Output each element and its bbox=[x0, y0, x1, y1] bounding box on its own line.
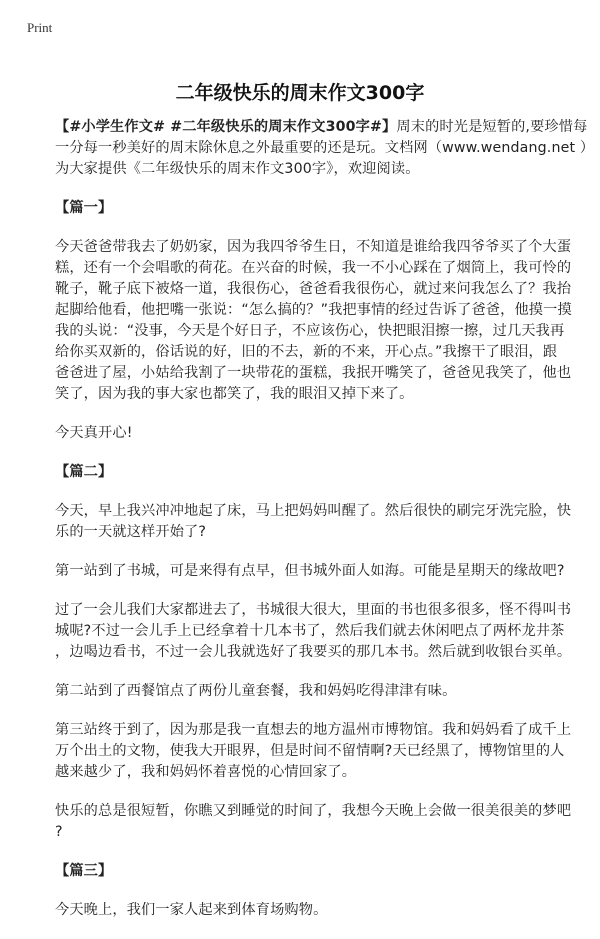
paragraph bbox=[55, 720, 585, 783]
paragraph-line: 今天晚上，我们一家人起来到体育场购物。 bbox=[55, 902, 328, 918]
paragraph bbox=[55, 900, 585, 921]
paragraph-line: 爸爸进了屋，小姑给我割了一块带花的蛋糕，我抿开嘴笑了，爸爸见我笑了，他也 bbox=[55, 365, 572, 381]
paragraph-line: 糕，还有一个会唱歌的荷花。在兴奋的时候，我一不小心踩在了烟筒上，我可怜的 bbox=[55, 260, 572, 276]
paragraph-line: 乐的一天就这样开始了? bbox=[55, 524, 207, 540]
print-link[interactable]: Print bbox=[27, 20, 53, 35]
paragraph-line: 第二站到了西餐馆点了两份儿童套餐，我和妈妈吃得津津有味。 bbox=[55, 683, 457, 699]
paragraph-line: 今天爸爸带我去了奶奶家，因为我四爷爷生日，不知道是谁给我四爷爷买了个大蛋 bbox=[55, 239, 572, 255]
paragraph-line: 城呢?不过一会儿手上已经拿着十几本书了，然后我们就去休闲吧点了两杯龙井茶 bbox=[55, 623, 565, 639]
paragraph-line: 起脚给他看，他把嘴一张说：“怎么搞的？”我把事情的经过告诉了爸爸，他摸一摸 bbox=[55, 302, 572, 318]
paragraph-line: 我的头说：“没事，今天是个好日子，不应该伤心，快把眼泪擦一擦，过几天我再 bbox=[55, 323, 565, 339]
paragraph-line: 第一站到了书城，可是来得有点早，但书城外面人如海。可能是星期天的缘故吧? bbox=[55, 563, 565, 579]
paragraph bbox=[55, 423, 585, 444]
page-title: 二年级快乐的周末作文300字 bbox=[175, 82, 425, 104]
paragraph-line: 万个出土的文物，使我大开眼界，但是时间不留情啊?天已经黑了，博物馆里的人 bbox=[55, 743, 565, 759]
intro-line bbox=[55, 117, 588, 138]
paragraph-line: 今天真开心! bbox=[55, 425, 133, 441]
section-heading: 【篇三】 bbox=[55, 863, 113, 879]
paragraph-line: ? bbox=[55, 824, 63, 840]
intro-line: 一分每一秒美好的周末除休息之外最重要的还是玩。文档网（www.wendang.net ） bbox=[55, 140, 595, 156]
paragraph bbox=[55, 237, 585, 405]
paragraph bbox=[55, 801, 585, 843]
paragraph bbox=[55, 600, 585, 663]
paragraph bbox=[55, 501, 585, 543]
intro-tag: 【#小学生作文# #二年级快乐的周末作文300字#】 bbox=[55, 119, 397, 135]
paragraph-line: 第三站终于到了，因为那是我一直想去的地方温州市博物馆。我和妈妈看了成千上 bbox=[55, 722, 572, 738]
paragraph-line: 靴子，靴子底下被烙一道，我很伤心，爸爸看我很伤心，就过来问我怎么了？我抬 bbox=[55, 281, 572, 297]
paragraph-line: 越来越少了，我和妈妈怀着喜悦的心情回家了。 bbox=[55, 764, 357, 780]
article-body bbox=[55, 117, 595, 939]
section-heading: 【篇二】 bbox=[55, 464, 113, 480]
intro-paragraph bbox=[55, 117, 595, 180]
paragraph-line: ，边喝边看书，不过一会儿我就选好了我要买的那几本书。然后就到收银台买单。 bbox=[55, 644, 572, 660]
intro-line: 为大家提供《二年级快乐的周末作文300字》，欢迎阅读。 bbox=[55, 161, 420, 177]
paragraph-line: 给你买双新的，俗话说的好，旧的不去，新的不来，开心点。”我擦干了眼泪，跟 bbox=[55, 344, 558, 360]
paragraph-line: 快乐的总是很短暂，你瞧又到睡觉的时间了，我想今天晚上会做一很美很美的梦吧 bbox=[55, 803, 572, 819]
section-heading: 【篇一】 bbox=[55, 200, 113, 216]
paragraph-line: 过了一会儿我们大家都进去了，书城很大很大，里面的书也很多很多，怪不得叫书 bbox=[55, 602, 572, 618]
paragraph-line: 笑了，因为我的事大家也都笑了，我的眼泪又掉下来了。 bbox=[55, 386, 414, 402]
sections bbox=[55, 198, 585, 921]
intro-text: 周末的时光是短暂的,要珍惜每 bbox=[396, 119, 588, 135]
paragraph-line: 今天，早上我兴冲冲地起了床，马上把妈妈叫醒了。然后很快的刷完牙洗完脸，快 bbox=[55, 503, 572, 519]
paragraph bbox=[55, 681, 585, 702]
paragraph bbox=[55, 561, 585, 582]
